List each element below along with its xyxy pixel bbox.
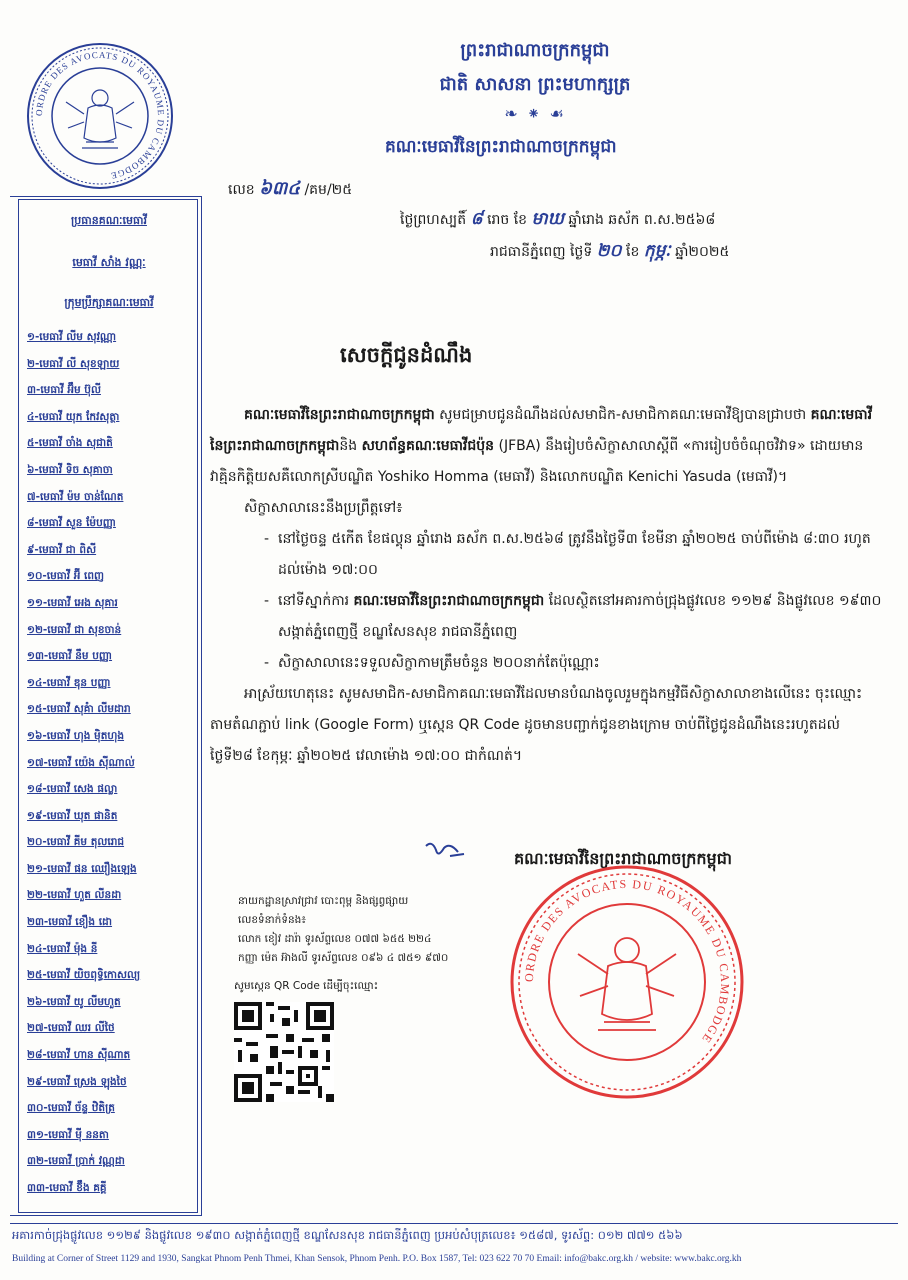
reference-suffix: /គម/២៥ — [304, 182, 353, 198]
registration-paragraph: អាស្រ័យហេតុនេះ សូមសមាជិក-សមាជិកាគណៈមេធាវីដែលមានបំណងចូលរួមក្នុងកម្មវិធីសិក្ខាសាលាខាងលើនេះ ចុះឈ្មោះតាមតំណភ្ជាប់ link (Google Form) ឬស្កេន QR Code ដូចមានបញ្ជាក់ជូនខាងក្រោម ចាប់ពីថ្ងៃជូនដំណឹងនេះរហូតដល់ថ្ងៃទី២៨ ខែកុម្ភៈ ឆ្នាំ២០២៥ វេលាម៉ោង ១៧:០០ ជាកំណត់។ — [210, 686, 863, 764]
schedule-capacity-item: - សិក្ខាសាលានេះទទួលសិក្ខាកាមត្រឹមចំនួន ២០០នាក់តែប៉ុណ្ណោះ — [264, 648, 882, 679]
council-member-item: ២-មេធាវី លី សុខឡាយ — [27, 357, 120, 370]
council-member-item: ៨-មេធាវី សួន ម៉ែបញ្ញា — [27, 517, 116, 530]
reference-number — [228, 176, 352, 203]
intro-text-c: (JFBA) នឹងរៀបចំសិក្ខាសាលាស្ដីពី «ការរៀបចំចំណុចវិវាទ» ដោយមានវាគ្មិនកិត្តិយសគឺលោកស្រីបណ្ឌិត Yoshiko Homma (មេធាវី) និងលោកបណ្ឌិត Kenichi Yasuda (មេធាវី)។ — [210, 438, 864, 485]
solar-date-suffix: ឆ្នាំ២០២៥ — [675, 244, 730, 260]
council-member-item: ១៥-មេធាវី សុគំា លីមដារា — [27, 703, 131, 716]
footer-divider — [10, 1223, 898, 1224]
intro-text-a: សូមជម្រាបជូនដំណឹងដល់សមាជិក-សមាជិកាគណៈមេធាវីឱ្យបានជ្រាបថា — [434, 407, 811, 423]
kingdom-line: ព្រះរាជាណាចក្រកម្ពុជា — [460, 40, 610, 61]
council-member-item: ២៥-មេធាវី យិចពុទ្ធិកោសល្យ — [27, 969, 141, 982]
venue-text-b: ដែលស្ថិតនៅអគារកាច់ជ្រុងផ្លូវលេខ ១១២៩ និងផ្លូវលេខ ១៩៣០ សង្កាត់ភ្នំពេញថ្មី ខណ្ឌសែនសុខ រាជធានីភ្នំពេញ — [278, 593, 882, 640]
ornament-divider: ❧ ⁕ ☙ — [504, 104, 566, 123]
contact-person-1: លោក ខៀវ ដារ៉ា ទូរស័ព្ទលេខ ០៧៧ ៦៥៥ ២២៤ — [238, 933, 432, 945]
council-member-item: ១៧-មេធាវី យ៉េង ស៊ីណាល់ — [27, 756, 135, 769]
council-member-item: ១៣-មេធាវី នឹម បញ្ញា — [27, 650, 113, 663]
council-member-item: ២៣-មេធាវី ខឿង ដោ — [27, 916, 113, 929]
lunar-date — [400, 208, 715, 233]
contact-person-2: កញ្ញា ម៉េត អ៊ាងលី ទូរស័ព្ទលេខ ០៩៦ ៤ ៧៥១ ៩៧០ — [238, 952, 449, 964]
solar-day: ២០ — [596, 241, 622, 261]
president-name: មេធាវី សាំង វណ្ណៈ — [72, 256, 146, 269]
seal-text: ORDRE DES AVOCATS DU ROYAUME DU CAMBODGE — [33, 49, 167, 182]
svg-text:ORDRE DES AVOCATS DU ROYAUME D — [34, 50, 166, 181]
lunar-date-prefix: ថ្ងៃព្រហស្បតិ៍ — [400, 212, 467, 228]
schedule-venue-item — [264, 586, 882, 648]
council-member-item: ១២-មេធាវី ជា សុខចាន់ — [27, 623, 122, 636]
council-member-item: ១-មេធាវី លីម សុវណ្ណា — [27, 331, 117, 343]
schedule-list — [264, 524, 882, 679]
intro-text-and: និង — [339, 438, 358, 454]
reference-label: លេខ — [228, 182, 255, 198]
bar-association-seal — [26, 42, 174, 190]
council-member-item: ១៨-មេធាវី សេង ផល្លា — [27, 783, 118, 796]
council-member-item: ៣០-មេធាវី ច័ន្ទ ឋិតិត្រ — [27, 1102, 115, 1115]
handwritten-mark-icon — [420, 838, 470, 862]
solar-month: កុម្ភៈ — [643, 241, 671, 261]
council-member-item: ១០-មេធាវី អ៊ី ពេញ — [27, 570, 105, 583]
solar-date-mid: ខែ — [626, 244, 640, 260]
council-member-item: ២១-មេធាវី ផន ឈឿងឡេង — [27, 862, 137, 875]
reference-value: ៦៣៤ — [259, 178, 300, 199]
lunar-day: ៨ — [470, 209, 483, 229]
motto-line: ជាតិ សាសនា ព្រះមហាក្សត្រ — [439, 74, 631, 95]
solar-date-prefix: រាជធានីភ្នំពេញ ថ្ងៃទី — [490, 244, 593, 260]
lunar-date-suffix: ឆ្នាំរោង ឆស័ក ព.ស.២៥៦៨ — [568, 212, 716, 228]
council-member-item: ៤-មេធាវី យុក កែវសុត្ថា — [27, 410, 120, 423]
president-title: ប្រធានគណៈមេធាវី — [71, 214, 147, 227]
council-member-item: ២០-មេធាវី គីម តុលរោជ — [27, 836, 125, 849]
qr-instruction: សូមស្កេន QR Code ដើម្បីចុះឈ្មោះ — [234, 980, 379, 992]
organization-name: គណៈមេធាវីនៃព្រះរាជាណាចក្រកម្ពុជា — [385, 137, 617, 157]
department-name: នាយកដ្ឋានស្រាវជ្រាវ បោះពុម្ព និងផ្សព្វផ្សាយ — [238, 895, 409, 907]
council-member-item: ២៨-មេធាវី ហាន ស៊ីណាត — [27, 1049, 131, 1062]
council-member-item: ២៧-មេធាវី ឈរ លីថៃ — [27, 1022, 115, 1035]
council-member-item: ៣-មេធាវី អ៊ឹម ប៊ុលី — [27, 384, 101, 397]
council-member-item: ១៩-មេធាវី ឃុត ផានិត — [27, 809, 118, 822]
council-member-item: ៧-មេធាវី ម៉ម ចាន់ណែត — [27, 490, 124, 503]
council-member-item: ៥-មេធាវី ចាំង សុជាតិ — [27, 437, 113, 450]
jfba-mention: សហព័ន្ធគណៈមេធាវីជប៉ុន — [361, 438, 495, 454]
signature-organization: គណៈមេធាវីនៃព្រះរាជាណាចក្រកម្ពុជា — [514, 849, 732, 868]
solar-date — [490, 240, 729, 265]
council-member-item: ៦-មេធាវី ទិច សុគាចា — [27, 463, 113, 476]
schedule-date-item: - នៅថ្ងៃចន្ទ ៥កើត ខែផល្គុន ឆ្នាំរោង ឆស័ក ព.ស.២៥៦៨ ត្រូវនឹងថ្ងៃទី៣ ខែមីនា ឆ្នាំ២០២៥ ចាប់ពីម៉ោង ៨:៣០ រហូតដល់ម៉ោង ១៧:០០ — [264, 524, 882, 586]
red-seal-text: ORDRE DES AVOCATS DU ROYAUME DU CAMBODGE — [521, 876, 733, 1047]
contact-info — [238, 892, 448, 968]
document-title: សេចក្ដីជូនដំណឹង — [340, 343, 473, 367]
council-title: ក្រុមប្រឹក្សាគណៈមេធាវី — [64, 296, 154, 309]
council-member-item: ២៦-មេធាវី យូ លីមហួត — [27, 995, 121, 1008]
venue-text-a: នៅទីស្នាក់ការ — [278, 593, 354, 609]
council-sidebar — [10, 196, 202, 1216]
footer-address-khmer: អគារកាច់ជ្រុងផ្លូវលេខ ១១២៩ និងផ្លូវលេខ ១៩៣០ សង្កាត់ភ្នំពេញថ្មី ខណ្ឌសែនសុខ រាជធានីភ្នំពេញ ប្រអប់សំបុត្រលេខ៖ ១៥៨៧, ទូរស័ព្ទ: ០១២ ៧៧១ ៥៦៦ — [12, 1228, 683, 1242]
council-member-item: ១៤-មេធាវី ឌុន បញ្ញា — [27, 676, 111, 689]
org-mention-2: គណៈមេធាវីនៃព្រះរាជាណាចក្រកម្ពុជា — [210, 407, 873, 454]
contact-heading: លេខទំនាក់ទំនង៖ — [238, 914, 306, 926]
intro-paragraph — [210, 400, 882, 493]
council-member-item: ៣២-មេធាវី ប្រាក់ វណ្ណដា — [27, 1155, 125, 1168]
council-member-item: ២៤-មេធាវី ម៉ុង នី — [27, 942, 98, 955]
council-member-item: ១១-មេធាវី អេង សុគារ — [27, 596, 118, 609]
council-member-item: ២៩-មេធាវី ស្រេង ឡុងថៃ — [27, 1075, 127, 1088]
council-member-item: ៣៣-មេធាវី ខ៊ឹង គគ្គី — [27, 1182, 107, 1194]
council-member-list — [27, 324, 195, 1202]
org-mention: គណៈមេធាវីនៃព្រះរាជាណាចក្រកម្ពុជា — [244, 407, 435, 423]
official-red-seal — [508, 862, 746, 1102]
council-member-item: ៩-មេធាវី ជា ពិសី — [27, 543, 97, 556]
schedule-intro: សិក្ខាសាលានេះនឹងប្រព្រឹត្តទៅ៖ — [244, 500, 403, 516]
council-member-item: ២២-មេធាវី ហួត លីនដា — [27, 889, 122, 902]
lunar-month: មាឃ — [531, 209, 564, 229]
venue-org: គណៈមេធាវីនៃព្រះរាជាណាចក្រកម្ពុជា — [353, 593, 545, 609]
notice-body — [210, 400, 882, 772]
footer-address-english: Building at Corner of Street 1129 and 1930, Sangkat Phnom Penh Thmei, Khan Sensok, Phnom Penh. P.O. Box 1587, Tel: 023 622 70 70 Email: info@bakc.org.kh / website: www.bakc.org.kh — [12, 1254, 742, 1264]
letterhead — [300, 38, 770, 123]
lunar-date-mid: រោច ខែ — [487, 212, 528, 228]
council-member-item: ៣១-មេធាវី ម៉ី ននតា — [27, 1128, 109, 1141]
council-sidebar-frame — [18, 199, 198, 1213]
council-member-item: ១៦-មេធាវី ហុង ម៉ិតហុង — [27, 729, 125, 742]
registration-qr-code[interactable] — [234, 1002, 334, 1102]
